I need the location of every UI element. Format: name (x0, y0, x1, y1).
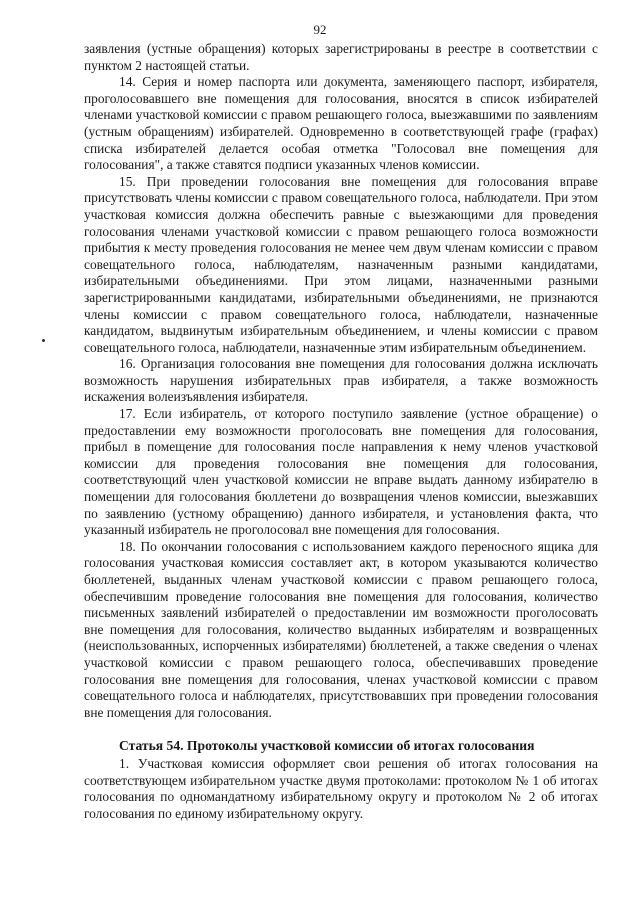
document-body (84, 41, 598, 822)
article-54-heading: Статья 54. Протоколы участковой комиссии об итогах голосования (119, 738, 535, 754)
paragraph-17: 17. Если избиратель, от которого поступило заявление (устное обращение) о предоставлении ему возможности проголосовать вне помещения для голосования, прибыл в помещение для голосования после направления к нему членов участковой комиссии для проведения голосования вне помещения для голосования, соответствующий член участковой комиссии не вправе выдать данному избирателю в помещении для голосования бюллетени до возвращения членов комиссии, выезжавших по заявлению (устному обращению) данного избирателя, и установления факта, что указанный избиратель не проголосовал вне помещения для голосования. (84, 406, 598, 538)
page-number: 92 (313, 22, 327, 37)
margin-dot (42, 339, 45, 342)
paragraph-16: 16. Организация голосования вне помещения для голосования должна исключать возможность нарушения избирательных прав избирателя, а также возможность искажения волеизъявления избирателя. (84, 356, 598, 405)
paragraph-14: 14. Серия и номер паспорта или документа, заменяющего паспорт, избирателя, проголосовавшего вне помещения для голосования, вносятся в список избирателей членами участковой комиссии с правом решающего голоса, выезжавшими по заявлениям (устным обращениям) избирателей. Одновременно в соответствующей графе (графах) списка избирателей делается особая отметка "Голосовал вне помещения для голосования", а также ставятся подписи указанных членов комиссии. (84, 74, 598, 173)
article-54-paragraph-1: 1. Участковая комиссия оформляет свои решения об итогах голосования на соответствующем избирательном участке двумя протоколами: протоколом № 1 об итогах голосования по одномандатному избирательному округу и протоколом № 2 об итогах голосования по единому избирательному округу. (84, 755, 598, 821)
paragraph-continuation: заявления (устные обращения) которых зарегистрированы в реестре в соответствии с пунктом 2 настоящей статьи. (84, 41, 598, 73)
paragraph-18: 18. По окончании голосования с использованием каждого переносного ящика для голосования участковая комиссия составляет акт, в котором указываются количество бюллетеней, выданных членам участковой комиссии с правом решающего голоса, обеспечившим проведение голосования вне помещения для голосования, количество письменных заявлений избирателей о предоставлении им возможности проголосовать вне помещения для голосования, количество выданных избирателям и возвращенных (неиспользованных, испорченных избирателями) бюллетеней, а также сведения о членах участковой комиссии с правом решающего голоса, обеспечивавших проведение голосования вне помещения для голосования, членах участковой комиссии с правом совещательного голоса и наблюдателях, присутствовавших при проведении голосования вне помещения для голосования. (84, 538, 598, 720)
paragraph-15: 15. При проведении голосования вне помещения для голосования вправе присутствовать члены комиссии с правом совещательного голоса, наблюдатели. При этом участковая комиссия должна обеспечить равные с выезжающими для проведения голосования членами участковой комиссии с правом решающего голоса возможности прибытия к месту проведения голосования не менее чем двум членам комиссии с правом совещательного голоса, наблюдателям, назначенным разными кандидатами, избирательными объединениями. При этом лицами, назначенными разными зарегистрированными кандидатами, избирательными объединениями, не признаются члены комиссии с правом совещательного голоса, наблюдатели, назначенные кандидатом, выдвинутым избирательным объединением, и члены комиссии с правом совещательного голоса, наблюдатели, назначенные этим избирательным объединением. (84, 173, 598, 355)
